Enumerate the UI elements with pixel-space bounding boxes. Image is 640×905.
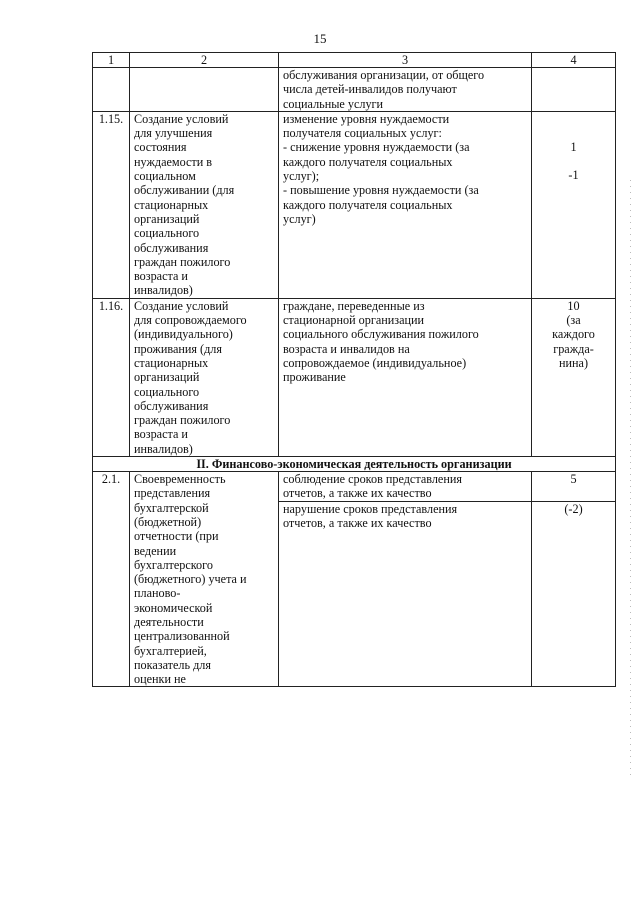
indicator-text: [279, 472, 532, 687]
indicator-line: проживание: [283, 370, 346, 385]
criterion-line: деятельности: [134, 614, 204, 629]
score-violation: [532, 501, 615, 516]
indicator-line: отчетов, а также их качество: [283, 486, 432, 501]
indicator-line: числа детей-инвалидов получают: [283, 82, 457, 97]
header-col-4: 4: [532, 53, 616, 68]
page-number: 15: [313, 31, 327, 46]
score: [532, 298, 616, 456]
score: [532, 111, 616, 298]
criterion-line: отчетности (при: [134, 529, 219, 544]
criterion-line: состояния: [134, 140, 187, 155]
row-number: 2.1.: [93, 472, 130, 687]
row-number: [93, 68, 130, 112]
criterion-line: Создание условий: [134, 111, 229, 126]
criterion-line: социального: [134, 226, 200, 241]
criterion-line: Своевременность: [134, 472, 226, 487]
indicator-line: услуг);: [283, 169, 320, 184]
score-value: 5: [570, 472, 577, 487]
indicator-line: каждого получателя социальных: [283, 154, 453, 169]
indicator-line: нарушение сроков представления: [283, 502, 458, 517]
indicator-line: обслуживания организации, от общего: [283, 68, 485, 82]
score-value: гражда-: [553, 341, 594, 356]
criterion-name: [130, 68, 279, 112]
criterion-line: (индивидуального): [134, 327, 233, 342]
indicator-line: услуг): [283, 211, 316, 226]
header-col-3: 3: [279, 53, 532, 68]
indicator-text: [279, 68, 532, 112]
table-row-continued: [93, 68, 616, 112]
score: [532, 472, 616, 687]
score-value: -1: [568, 168, 579, 183]
criterion-line: возраста и: [134, 427, 188, 442]
score-value: каждого: [552, 327, 595, 342]
score-compliance: [536, 472, 611, 501]
indicator-line: социальные услуги: [283, 96, 384, 111]
criterion-line: социальном: [134, 169, 196, 184]
criterion-line: бухгалтерией,: [134, 643, 207, 658]
indicator-line: сопровождаемое (индивидуальное): [283, 355, 467, 370]
criterion-line: возраста и: [134, 269, 188, 284]
score: [532, 68, 616, 112]
table-row-2-1: [93, 472, 616, 687]
score-value: 10: [567, 298, 580, 313]
indicator-line: - снижение уровня нуждаемости (за: [283, 140, 470, 155]
criteria-table: [92, 52, 616, 687]
indicator-line: изменение уровня нуждаемости: [283, 111, 450, 126]
criterion-line: организаций: [134, 370, 200, 385]
indicator-line: получателя социальных услуг:: [283, 126, 442, 141]
criterion-line: проживания (для: [134, 341, 222, 356]
criterion-line: для сопровождаемого: [134, 313, 247, 328]
indicator-line: социального обслуживания пожилого: [283, 327, 479, 342]
criterion-name: [130, 472, 279, 687]
indicator-line: возраста и инвалидов на: [283, 341, 410, 356]
criterion-line: обслуживания: [134, 240, 209, 255]
indicator-line: соблюдение сроков представления: [283, 472, 462, 487]
score-value: (за: [566, 313, 581, 328]
criterion-line: планово-: [134, 586, 181, 601]
criterion-line: нуждаемости в: [134, 154, 213, 169]
criterion-line: стационарных: [134, 197, 209, 212]
criterion-name: [130, 298, 279, 456]
indicator-text: [279, 111, 532, 298]
indicator-line: - повышение уровня нуждаемости (за: [283, 183, 479, 198]
table-header-row: [93, 53, 616, 68]
row-number: 1.15.: [93, 111, 130, 298]
header-col-1: 1: [93, 53, 130, 68]
table-row-1-15: [93, 111, 616, 298]
criterion-line: Создание условий: [134, 298, 229, 313]
score-value: 1: [570, 139, 577, 154]
criterion-line: граждан пожилого: [134, 413, 231, 428]
criterion-line: бухгалтерского: [134, 557, 213, 572]
indicator-line: граждане, переведенные из: [283, 298, 425, 313]
criterion-line: (бюджетной): [134, 514, 202, 529]
header-col-2: 2: [130, 53, 279, 68]
criterion-line: инвалидов): [134, 283, 193, 298]
criterion-line: социального: [134, 384, 200, 399]
criterion-line: граждан пожилого: [134, 254, 231, 269]
section-heading-row: [93, 457, 616, 472]
row-number: 1.16.: [93, 298, 130, 456]
criterion-line: централизованной: [134, 629, 230, 644]
indicator-violation: [279, 501, 531, 531]
criterion-line: (бюджетного) учета и: [134, 572, 247, 587]
criterion-line: стационарных: [134, 355, 209, 370]
indicator-line: стационарной организации: [283, 313, 425, 328]
criterion-line: для улучшения: [134, 126, 213, 141]
criterion-line: экономической: [134, 600, 213, 615]
criterion-line: ведении: [134, 543, 177, 558]
scan-edge-artifact: [630, 180, 631, 780]
criterion-line: оценки не: [134, 672, 186, 687]
indicator-line: отчетов, а также их качество: [283, 516, 432, 531]
criterion-line: организаций: [134, 211, 200, 226]
score-value: нина): [558, 355, 589, 370]
criterion-line: бухгалтерской: [134, 500, 209, 515]
criterion-name: [130, 111, 279, 298]
indicator-line: каждого получателя социальных: [283, 197, 453, 212]
table-row-1-16: [93, 298, 616, 456]
section-title: II. Финансово-экономическая деятельность организации: [93, 457, 616, 472]
criterion-line: представления: [134, 486, 211, 501]
criterion-line: показатель для: [134, 657, 211, 672]
criterion-line: инвалидов): [134, 441, 193, 456]
score-value: (-2): [564, 502, 583, 517]
indicator-text: [279, 298, 532, 456]
criterion-line: обслуживании (для: [134, 183, 235, 198]
indicator-compliance: [283, 472, 527, 501]
criterion-line: обслуживания: [134, 398, 209, 413]
